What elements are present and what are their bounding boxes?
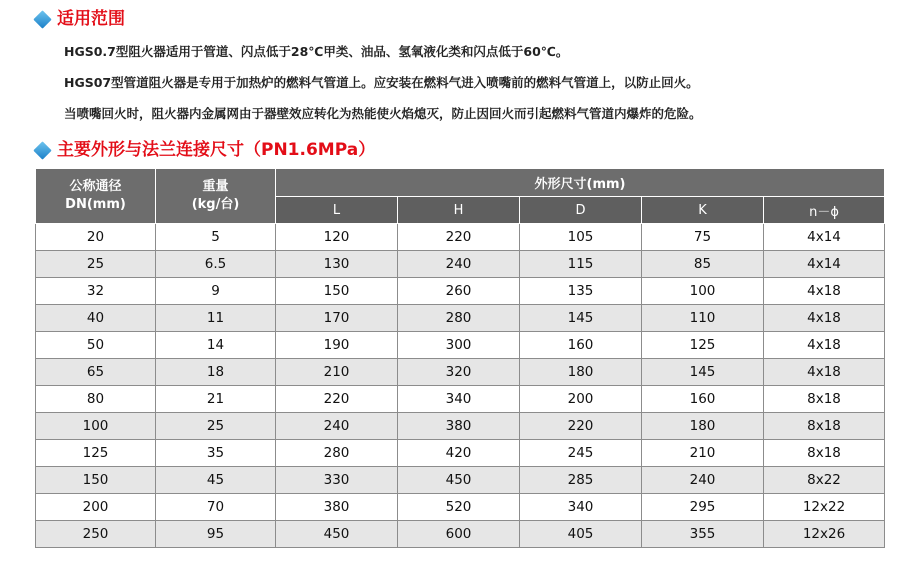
cell-h: 380 <box>398 413 520 440</box>
cell-d: 220 <box>520 413 642 440</box>
cell-dn: 150 <box>36 467 156 494</box>
header-weight <box>156 169 276 224</box>
cell-n-phi: 8x18 <box>764 440 885 467</box>
cell-h: 420 <box>398 440 520 467</box>
header-weight-line1: 重量 <box>202 179 229 194</box>
cell-dn: 80 <box>36 386 156 413</box>
cell-d: 340 <box>520 494 642 521</box>
cell-n-phi: 4x14 <box>764 224 885 251</box>
table-row <box>36 359 885 386</box>
cell-k: 125 <box>642 332 764 359</box>
cell-weight: 45 <box>156 467 276 494</box>
scope-paragraph-2: HGS07型管道阻火器是专用于加热炉的燃料气管道上。应安装在燃料气进入喷嘴前的燃料气管道上，以防止回火。 <box>64 75 699 90</box>
section-title-text: 主要外形与法兰连接尺寸（PN1.6MPa） <box>57 140 376 160</box>
cell-k: 240 <box>642 467 764 494</box>
cell-l: 170 <box>276 305 398 332</box>
header-col-h: H <box>398 197 520 224</box>
cell-h: 300 <box>398 332 520 359</box>
cell-h: 450 <box>398 467 520 494</box>
cell-weight: 18 <box>156 359 276 386</box>
table-row <box>36 332 885 359</box>
cell-d: 180 <box>520 359 642 386</box>
cell-n-phi: 8x22 <box>764 467 885 494</box>
cell-d: 245 <box>520 440 642 467</box>
cell-dn: 100 <box>36 413 156 440</box>
cell-d: 285 <box>520 467 642 494</box>
cell-d: 405 <box>520 521 642 548</box>
cell-l: 120 <box>276 224 398 251</box>
cell-n-phi: 4x18 <box>764 359 885 386</box>
cell-n-phi: 12x22 <box>764 494 885 521</box>
header-dn <box>36 169 156 224</box>
cell-h: 520 <box>398 494 520 521</box>
cell-h: 240 <box>398 251 520 278</box>
table-row <box>36 251 885 278</box>
cell-weight: 21 <box>156 386 276 413</box>
cell-dn: 250 <box>36 521 156 548</box>
cell-n-phi: 4x18 <box>764 278 885 305</box>
scope-paragraph-1: HGS0.7型阻火器适用于管道、闪点低于28℃甲类、油品、氢氧液化类和闪点低于60℃。 <box>64 44 569 59</box>
cell-h: 260 <box>398 278 520 305</box>
cell-k: 145 <box>642 359 764 386</box>
cell-k: 160 <box>642 386 764 413</box>
section-title-text: 适用范围 <box>57 9 125 29</box>
cell-dn: 40 <box>36 305 156 332</box>
cell-l: 240 <box>276 413 398 440</box>
cell-weight: 5 <box>156 224 276 251</box>
header-weight-line2: (kg/台) <box>191 197 240 212</box>
cell-l: 330 <box>276 467 398 494</box>
header-col-d: D <box>520 197 642 224</box>
cell-k: 85 <box>642 251 764 278</box>
cell-n-phi: 4x18 <box>764 332 885 359</box>
cell-weight: 70 <box>156 494 276 521</box>
cell-weight: 14 <box>156 332 276 359</box>
diamond-bullet-icon <box>33 141 51 159</box>
header-dn-line1: 公称通径 <box>69 179 122 194</box>
table-row <box>36 494 885 521</box>
cell-weight: 11 <box>156 305 276 332</box>
header-dn-line2: DN(mm) <box>65 197 126 212</box>
cell-l: 220 <box>276 386 398 413</box>
cell-dn: 20 <box>36 224 156 251</box>
table-row <box>36 305 885 332</box>
cell-k: 295 <box>642 494 764 521</box>
cell-weight: 35 <box>156 440 276 467</box>
cell-k: 100 <box>642 278 764 305</box>
header-col-n-phi: n－ϕ <box>764 197 885 224</box>
table-row <box>36 440 885 467</box>
section-title-scope <box>36 8 125 30</box>
table-row <box>36 413 885 440</box>
cell-n-phi: 8x18 <box>764 413 885 440</box>
cell-l: 450 <box>276 521 398 548</box>
table-row <box>36 521 885 548</box>
cell-dn: 32 <box>36 278 156 305</box>
cell-weight: 25 <box>156 413 276 440</box>
cell-n-phi: 8x18 <box>764 386 885 413</box>
cell-l: 210 <box>276 359 398 386</box>
table-row <box>36 467 885 494</box>
cell-k: 210 <box>642 440 764 467</box>
cell-h: 220 <box>398 224 520 251</box>
cell-l: 130 <box>276 251 398 278</box>
cell-d: 135 <box>520 278 642 305</box>
table-row <box>36 386 885 413</box>
cell-k: 110 <box>642 305 764 332</box>
cell-dn: 65 <box>36 359 156 386</box>
cell-dn: 50 <box>36 332 156 359</box>
cell-d: 105 <box>520 224 642 251</box>
header-dimensions-group: 外形尺寸(mm) <box>276 169 885 197</box>
header-col-k: K <box>642 197 764 224</box>
cell-d: 160 <box>520 332 642 359</box>
cell-n-phi: 4x14 <box>764 251 885 278</box>
section-title-dimensions <box>36 139 375 161</box>
cell-n-phi: 12x26 <box>764 521 885 548</box>
cell-h: 320 <box>398 359 520 386</box>
cell-weight: 6.5 <box>156 251 276 278</box>
table-body <box>36 224 885 548</box>
diamond-bullet-icon <box>33 10 51 28</box>
table-row <box>36 278 885 305</box>
cell-d: 200 <box>520 386 642 413</box>
cell-l: 190 <box>276 332 398 359</box>
cell-weight: 95 <box>156 521 276 548</box>
cell-l: 380 <box>276 494 398 521</box>
table-row <box>36 224 885 251</box>
cell-d: 145 <box>520 305 642 332</box>
cell-h: 280 <box>398 305 520 332</box>
cell-dn: 200 <box>36 494 156 521</box>
cell-weight: 9 <box>156 278 276 305</box>
cell-k: 75 <box>642 224 764 251</box>
cell-k: 180 <box>642 413 764 440</box>
cell-dn: 25 <box>36 251 156 278</box>
cell-l: 280 <box>276 440 398 467</box>
cell-h: 340 <box>398 386 520 413</box>
header-col-l: L <box>276 197 398 224</box>
cell-k: 355 <box>642 521 764 548</box>
cell-l: 150 <box>276 278 398 305</box>
cell-n-phi: 4x18 <box>764 305 885 332</box>
dimensions-table <box>35 168 885 548</box>
cell-dn: 125 <box>36 440 156 467</box>
cell-h: 600 <box>398 521 520 548</box>
cell-d: 115 <box>520 251 642 278</box>
scope-paragraph-3: 当喷嘴回火时，阻火器内金属网由于器壁效应转化为热能使火焰熄灭，防止因回火而引起燃料气管道内爆炸的危险。 <box>64 106 702 121</box>
